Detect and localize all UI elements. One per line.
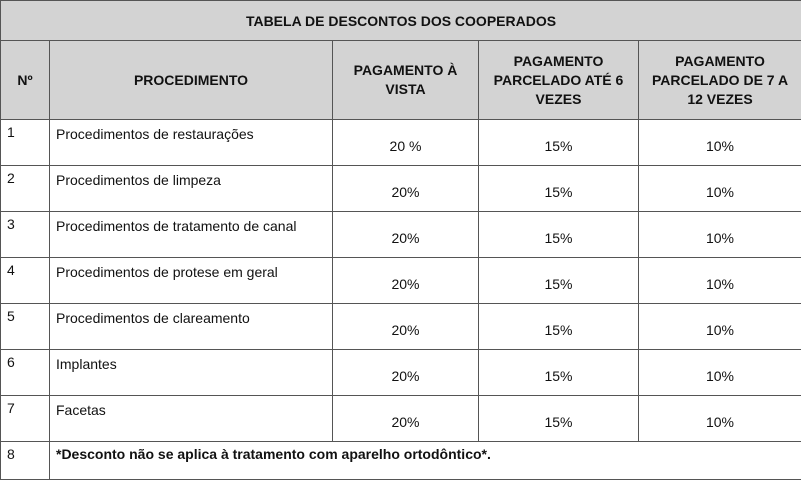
row-parcelado-6: 15% [479, 396, 639, 442]
row-parcelado-6: 15% [479, 258, 639, 304]
row-procedimento: Implantes [50, 350, 333, 396]
table-title: TABELA DE DESCONTOS DOS COOPERADOS [1, 1, 801, 41]
row-number: 1 [1, 120, 50, 166]
table-row [1, 396, 801, 442]
row-parcelado-12: 10% [639, 350, 801, 396]
row-parcelado-12: 10% [639, 166, 801, 212]
row-parcelado-6: 15% [479, 212, 639, 258]
header-procedimento: PROCEDIMENTO [50, 41, 333, 120]
table-row [1, 166, 801, 212]
row-number: 2 [1, 166, 50, 212]
row-parcelado-12: 10% [639, 212, 801, 258]
header-parcelado-6 [479, 41, 639, 120]
row-number: 7 [1, 396, 50, 442]
row-parcelado-6: 15% [479, 166, 639, 212]
row-procedimento: Procedimentos de clareamento [50, 304, 333, 350]
row-procedimento: Procedimentos de tratamento de canal [50, 212, 333, 258]
note-text: *Desconto não se aplica à tratamento com aparelho ortodôntico*. [50, 442, 801, 480]
table-row [1, 120, 801, 166]
row-number: 6 [1, 350, 50, 396]
row-procedimento: Procedimentos de limpeza [50, 166, 333, 212]
row-parcelado-6: 15% [479, 350, 639, 396]
row-parcelado-12: 10% [639, 258, 801, 304]
note-number: 8 [1, 442, 50, 480]
row-pagamento-vista: 20 % [333, 120, 479, 166]
row-parcelado-12: 10% [639, 396, 801, 442]
row-number: 4 [1, 258, 50, 304]
row-parcelado-6: 15% [479, 120, 639, 166]
row-parcelado-12: 10% [639, 120, 801, 166]
row-pagamento-vista: 20% [333, 166, 479, 212]
row-parcelado-12: 10% [639, 304, 801, 350]
row-procedimento: Procedimentos de restaurações [50, 120, 333, 166]
row-pagamento-vista: 20% [333, 304, 479, 350]
row-procedimento: Procedimentos de protese em geral [50, 258, 333, 304]
row-number: 5 [1, 304, 50, 350]
table-row [1, 350, 801, 396]
row-pagamento-vista: 20% [333, 258, 479, 304]
table-row [1, 304, 801, 350]
table-row [1, 258, 801, 304]
header-parcelado-12 [639, 41, 801, 120]
table-row [1, 212, 801, 258]
note-row [1, 442, 801, 480]
row-procedimento: Facetas [50, 396, 333, 442]
row-parcelado-6: 15% [479, 304, 639, 350]
row-pagamento-vista: 20% [333, 350, 479, 396]
header-pagamento-vista-label: PAGAMENTO À VISTA [346, 61, 466, 99]
row-number: 3 [1, 212, 50, 258]
row-pagamento-vista: 20% [333, 212, 479, 258]
title-row [1, 1, 801, 41]
header-pagamento-vista [333, 41, 479, 120]
header-parcelado-12-label: PAGAMENTO PARCELADO DE 7 A 12 VEZES [650, 52, 790, 109]
header-num: Nº [1, 41, 50, 120]
header-parcelado-6-label: PAGAMENTO PARCELADO ATÉ 6 VEZES [491, 52, 626, 109]
row-pagamento-vista: 20% [333, 396, 479, 442]
header-row [1, 41, 801, 120]
